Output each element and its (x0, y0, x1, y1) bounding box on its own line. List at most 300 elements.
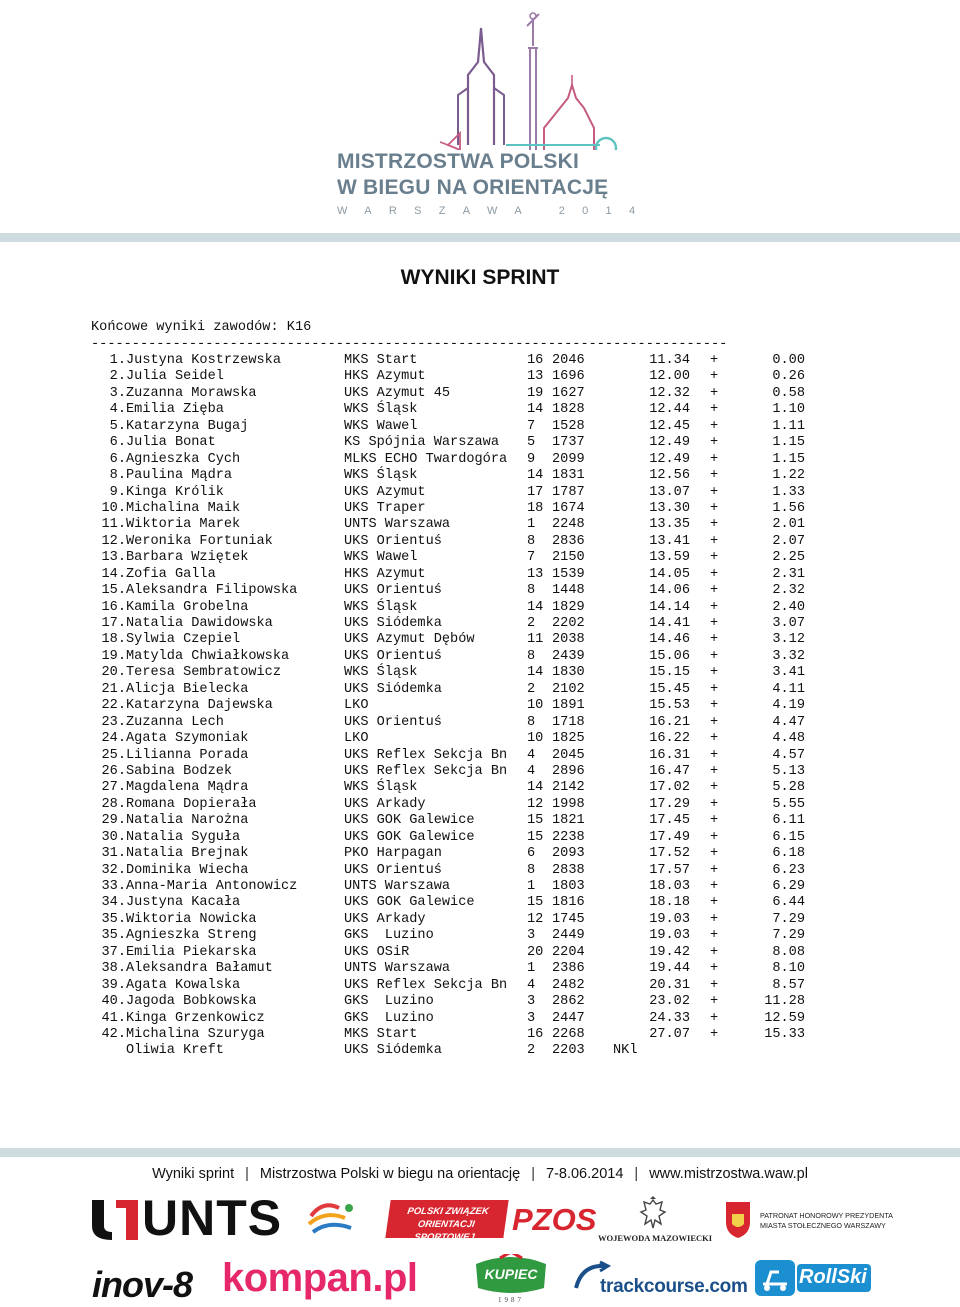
result-club-number: 10 (527, 731, 544, 747)
result-time-behind: 2.40 (772, 599, 805, 615)
warsaw-crest-icon (722, 1200, 754, 1240)
result-time: 17.57 (649, 862, 690, 878)
result-plus-sign: + (710, 484, 719, 500)
result-time-behind: 1.15 (772, 435, 805, 451)
kupiec-wordmark: KUPIEC (484, 1266, 538, 1282)
unts-logo (90, 1190, 292, 1246)
wojewoda-logo (598, 1196, 713, 1246)
result-name: Sabina Bodzek (126, 763, 233, 779)
result-club-number: 8 (527, 648, 536, 664)
result-place: 30. (101, 829, 126, 845)
result-club-number: 2 (527, 681, 536, 697)
nonclassified-row (91, 1043, 851, 1059)
result-place: 21. (101, 681, 126, 697)
result-plus-sign: + (710, 681, 719, 697)
result-plus-sign: + (710, 911, 719, 927)
result-club-number: 2 (527, 1043, 536, 1059)
result-chip-number: 2238 (552, 829, 585, 845)
result-chip-number: 2102 (552, 681, 585, 697)
result-place: 13. (101, 550, 126, 566)
result-club-number: 10 (527, 698, 544, 714)
result-chip-number: 1745 (552, 911, 585, 927)
result-place: 20. (101, 665, 126, 681)
competition-heading: Końcowe wyniki zawodów: K16 (91, 320, 312, 335)
result-name: Michalina Szuryga (126, 1026, 265, 1042)
wojewoda-label: WOJEWODA MAZOWIECKI (598, 1233, 713, 1243)
result-time: 16.22 (649, 731, 690, 747)
result-row (91, 863, 851, 879)
result-name: Lilianna Porada (126, 747, 249, 763)
result-time-behind: 1.10 (772, 402, 805, 418)
result-club: WKS Śląsk (344, 402, 418, 418)
result-chip-number: 2142 (552, 780, 585, 796)
result-time-behind: 1.15 (772, 451, 805, 467)
result-club: KS Spójnia Warszawa (344, 435, 499, 451)
result-chip-number: 2038 (552, 632, 585, 648)
result-place: 39. (101, 977, 126, 993)
result-time: 13.35 (649, 517, 690, 533)
result-plus-sign: + (710, 1010, 719, 1026)
result-time-behind: 1.11 (772, 418, 805, 434)
result-plus-sign: + (710, 369, 719, 385)
result-plus-sign: + (710, 435, 719, 451)
result-chip-number: 1787 (552, 484, 585, 500)
result-time: 12.32 (649, 385, 690, 401)
result-club-number: 9 (527, 451, 536, 467)
result-chip-number: 2896 (552, 763, 585, 779)
result-chip-number: 2093 (552, 846, 585, 862)
result-plus-sign: + (710, 731, 719, 747)
result-time-behind: 3.12 (772, 632, 805, 648)
result-chip-number: 2203 (552, 1043, 585, 1059)
result-time: 13.07 (649, 484, 690, 500)
result-chip-number: 2204 (552, 944, 585, 960)
result-plus-sign: + (710, 500, 719, 516)
result-place: 35. (101, 911, 126, 927)
footer-band (0, 1148, 960, 1157)
result-club: UKS Siódemka (344, 616, 442, 631)
result-row (91, 402, 851, 418)
result-time-behind: 7.29 (772, 928, 805, 944)
result-name: Paulina Mądra (126, 468, 233, 484)
result-place: 34. (101, 895, 126, 911)
result-plus-sign: + (710, 632, 719, 648)
footer-info (0, 1166, 960, 1182)
result-time: 15.53 (649, 698, 690, 714)
result-chip-number: 1674 (552, 500, 585, 516)
result-row (91, 501, 851, 517)
result-name: Teresa Sembratowicz (126, 665, 281, 681)
result-chip-number: 2439 (552, 648, 585, 664)
result-time-behind: 4.48 (772, 731, 805, 747)
result-club-number: 8 (527, 862, 536, 878)
trackcourse-wordmark: trackcourse.com (600, 1276, 748, 1297)
result-club-number: 3 (527, 928, 536, 944)
footer-separator: | (634, 1166, 639, 1182)
result-name: Julia Bonat (126, 435, 216, 451)
result-row (91, 715, 851, 731)
result-plus-sign: + (710, 648, 719, 664)
result-time: 14.05 (649, 566, 690, 582)
result-row (91, 583, 851, 599)
result-club: UKS Siódemka (344, 1043, 442, 1059)
result-club: UKS Orientuś (344, 583, 442, 599)
result-club-number: 1 (527, 517, 536, 533)
event-title-line2: W BIEGU NA ORIENTACJĘ (337, 176, 609, 199)
result-club: UKS OSiR (344, 944, 410, 960)
result-time: 24.33 (649, 1010, 690, 1026)
result-row (91, 846, 851, 862)
result-name: Emilia Piekarska (126, 944, 257, 960)
result-plus-sign: + (710, 747, 719, 763)
result-name: Aleksandra Filipowska (126, 583, 298, 599)
result-place: 16. (101, 599, 126, 615)
result-club: UKS Siódemka (344, 681, 442, 697)
result-chip-number: 2836 (552, 533, 585, 549)
result-club-number: 1 (527, 879, 536, 894)
result-time-behind: 2.01 (772, 517, 805, 533)
result-time: 14.46 (649, 632, 690, 648)
result-row (91, 468, 851, 484)
pzos-federation-name: POLSKI ZWIĄZEK ORIENTACJI SPORTOWEJ (385, 1200, 508, 1238)
result-club: PKO Harpagan (344, 846, 442, 862)
result-place: 14. (101, 566, 126, 582)
rollski-wordmark: RollSki (799, 1266, 867, 1288)
result-club: MKS Start (344, 1026, 418, 1042)
footer-separator: | (531, 1166, 535, 1182)
result-chip-number: 1718 (552, 714, 585, 730)
result-club-number: 8 (527, 533, 536, 549)
result-club: UKS Arkady (344, 796, 426, 812)
result-club-number: 13 (527, 566, 544, 582)
result-name: Magdalena Mądra (126, 780, 249, 796)
result-plus-sign: + (710, 385, 719, 401)
result-name: Natalia Brejnak (126, 846, 249, 862)
result-time-behind: 1.56 (772, 500, 805, 516)
result-time: 27.07 (649, 1026, 690, 1042)
result-name: Natalia Dawidowska (126, 616, 273, 631)
result-name: Alicja Bielecka (126, 681, 249, 697)
result-plus-sign: + (710, 418, 719, 434)
result-place: 17. (101, 616, 126, 631)
results-rows (91, 353, 851, 1060)
result-chip-number: 2248 (552, 517, 585, 533)
result-row (91, 1027, 851, 1043)
result-place: 23. (101, 714, 126, 730)
footer-website[interactable]: www.mistrzostwa.waw.pl (649, 1166, 808, 1182)
result-row (91, 797, 851, 813)
result-time-behind: 8.57 (772, 977, 805, 993)
result-club: WKS Wawel (344, 418, 418, 434)
result-chip-number: 1803 (552, 879, 585, 894)
result-time: 11.34 (649, 353, 690, 368)
result-place: 12. (101, 533, 126, 549)
result-place: 4. (109, 402, 126, 418)
result-row (91, 698, 851, 714)
result-name: Agata Szymoniak (126, 731, 249, 747)
result-chip-number: 1627 (552, 385, 585, 401)
result-time-behind: 7.29 (772, 911, 805, 927)
result-club-number: 4 (527, 747, 536, 763)
result-row (91, 945, 851, 961)
result-club-number: 8 (527, 583, 536, 599)
result-place: 31. (101, 846, 126, 862)
result-row (91, 485, 851, 501)
result-club-number: 14 (527, 665, 544, 681)
result-place: 37. (101, 944, 126, 960)
result-row (91, 780, 851, 796)
result-row (91, 748, 851, 764)
result-row (91, 879, 851, 895)
result-plus-sign: + (710, 813, 719, 829)
kompan-logo (222, 1256, 442, 1302)
result-row (91, 961, 851, 977)
result-time-behind: 4.11 (772, 681, 805, 697)
result-club: UKS GOK Galewice (344, 813, 475, 829)
result-club-number: 6 (527, 846, 536, 862)
result-time-behind: 4.57 (772, 747, 805, 763)
result-club-number: 17 (527, 484, 544, 500)
result-name: Matylda Chwiałkowska (126, 648, 290, 664)
result-time: 19.03 (649, 911, 690, 927)
result-chip-number: 1998 (552, 796, 585, 812)
result-place: 41. (101, 1010, 126, 1026)
result-club: UNTS Warszawa (344, 961, 451, 977)
result-name: Anna-Maria Antonowicz (126, 879, 298, 894)
result-club: UKS GOK Galewice (344, 829, 475, 845)
result-club: UKS Orientuś (344, 862, 442, 878)
result-plus-sign: + (710, 698, 719, 714)
result-place: 1. (109, 353, 126, 368)
result-time-behind: 6.29 (772, 879, 805, 894)
result-plus-sign: + (710, 468, 719, 484)
result-chip-number: 1539 (552, 566, 585, 582)
result-club-number: 12 (527, 911, 544, 927)
inov8-logo (92, 1256, 202, 1305)
result-row (91, 731, 851, 747)
result-plus-sign: + (710, 829, 719, 845)
result-time-behind: 6.44 (772, 895, 805, 911)
result-time: 17.29 (649, 796, 690, 812)
result-place: 35. (101, 928, 126, 944)
result-chip-number: 1737 (552, 435, 585, 451)
result-name: Wiktoria Nowicka (126, 911, 257, 927)
rollski-logo (755, 1258, 875, 1298)
result-club: LKO (344, 731, 369, 747)
result-time: 20.31 (649, 977, 690, 993)
result-chip-number: 2862 (552, 994, 585, 1010)
result-club: UKS Arkady (344, 911, 426, 927)
result-time: 16.21 (649, 714, 690, 730)
result-time: 14.14 (649, 599, 690, 615)
result-time-behind: 11.28 (764, 994, 805, 1010)
result-time: 19.03 (649, 928, 690, 944)
kupiec-year: 1987 (498, 1296, 524, 1304)
kompan-wordmark: kompan.pl (222, 1256, 418, 1300)
result-club: WKS Wawel (344, 550, 418, 566)
result-club-number: 12 (527, 796, 544, 812)
result-name: Agnieszka Cych (126, 451, 241, 467)
result-club: WKS Śląsk (344, 780, 418, 796)
result-row (91, 616, 851, 632)
result-name: Aleksandra Bałamut (126, 961, 273, 977)
result-plus-sign: + (710, 533, 719, 549)
result-time: 12.00 (649, 369, 690, 385)
result-row (91, 1011, 851, 1027)
result-club-number: 14 (527, 468, 544, 484)
result-club-number: 15 (527, 829, 544, 845)
result-time: 12.44 (649, 402, 690, 418)
result-place: 33. (101, 879, 126, 894)
result-club-number: 13 (527, 369, 544, 385)
result-row (91, 550, 851, 566)
pzos-logo (388, 1200, 597, 1243)
result-time-behind: 2.25 (772, 550, 805, 566)
result-club: UNTS Warszawa (344, 517, 451, 533)
result-time: 14.41 (649, 616, 690, 631)
result-place: 11. (101, 517, 126, 533)
result-time: 17.49 (649, 829, 690, 845)
result-place: 10. (101, 500, 126, 516)
result-time: 15.15 (649, 665, 690, 681)
result-status: NKl (613, 1043, 638, 1059)
result-name: Sylwia Czepiel (126, 632, 241, 648)
result-time: 12.49 (649, 435, 690, 451)
result-chip-number: 2099 (552, 451, 585, 467)
unts-wordmark: UNTS (142, 1190, 283, 1246)
result-place: 28. (101, 796, 126, 812)
result-plus-sign: + (710, 566, 719, 582)
result-club: WKS Śląsk (344, 599, 418, 615)
result-club-number: 15 (527, 895, 544, 911)
result-place: 6. (109, 451, 126, 467)
result-plus-sign: + (710, 599, 719, 615)
result-time: 13.41 (649, 533, 690, 549)
result-place: 25. (101, 747, 126, 763)
result-club: UNTS Warszawa (344, 879, 451, 894)
result-time-behind: 12.59 (764, 1010, 805, 1026)
result-club-number: 5 (527, 435, 536, 451)
result-plus-sign: + (710, 402, 719, 418)
result-club-number: 3 (527, 994, 536, 1010)
result-place: 19. (101, 648, 126, 664)
result-name: Dominika Wiecha (126, 862, 249, 878)
result-row (91, 813, 851, 829)
result-time-behind: 2.31 (772, 566, 805, 582)
result-place: 40. (101, 994, 126, 1010)
result-club-number: 1 (527, 961, 536, 977)
result-club-number: 18 (527, 500, 544, 516)
page-title: WYNIKI SPRINT (400, 266, 560, 289)
result-time: 15.06 (649, 648, 690, 664)
result-time: 17.02 (649, 780, 690, 796)
result-club: HKS Azymut (344, 369, 426, 385)
footer-title: Wyniki sprint (152, 1166, 235, 1182)
result-row (91, 895, 851, 911)
result-time-behind: 4.47 (772, 714, 805, 730)
result-plus-sign: + (710, 796, 719, 812)
result-name: Agnieszka Streng (126, 928, 257, 944)
result-time: 13.30 (649, 500, 690, 516)
result-club-number: 2 (527, 616, 536, 631)
result-chip-number: 2386 (552, 961, 585, 977)
result-club: UKS Azymut Dębów (344, 632, 475, 648)
unts-mark-icon (90, 1196, 140, 1244)
result-club: UKS Azymut (344, 484, 426, 500)
result-club: MLKS ECHO Twardogóra (344, 451, 508, 467)
inov8-wordmark: inov-8 (92, 1264, 193, 1305)
result-name: Emilia Zięba (126, 402, 224, 418)
result-row (91, 600, 851, 616)
result-chip-number: 1825 (552, 731, 585, 747)
result-place: 32. (101, 862, 126, 878)
result-place: 2. (109, 369, 126, 385)
result-plus-sign: + (710, 994, 719, 1010)
sport-program-logo-icon (305, 1198, 365, 1242)
result-time-behind: 5.55 (772, 796, 805, 812)
results-list (91, 320, 851, 1060)
result-time: 16.47 (649, 763, 690, 779)
result-place: 22. (101, 698, 126, 714)
result-time: 19.44 (649, 961, 690, 977)
result-name: Michalina Maik (126, 500, 241, 516)
result-time: 18.18 (649, 895, 690, 911)
result-chip-number: 2482 (552, 977, 585, 993)
result-plus-sign: + (710, 928, 719, 944)
result-club-number: 14 (527, 599, 544, 615)
result-row (91, 517, 851, 533)
result-name: Kinga Grzenkowicz (126, 1010, 265, 1026)
championship-logo-art (330, 0, 630, 150)
result-row (91, 928, 851, 944)
result-plus-sign: + (710, 862, 719, 878)
result-chip-number: 1816 (552, 895, 585, 911)
result-time: 12.49 (649, 451, 690, 467)
separator-line: ------------------------------------------------------------------------------ (91, 336, 728, 352)
result-chip-number: 2045 (552, 747, 585, 763)
result-name: Natalia Syguła (126, 829, 241, 845)
result-chip-number: 2202 (552, 616, 585, 631)
result-club: GKS Luzino (344, 928, 434, 944)
result-name: Natalia Narożna (126, 813, 249, 829)
result-plus-sign: + (710, 583, 719, 599)
patron-label: PATRONAT HONOROWY PREZYDENTA MIASTA STOŁECZNEGO WARSZAWY (760, 1211, 893, 1230)
result-row (91, 682, 851, 698)
result-row (91, 534, 851, 550)
result-time-behind: 0.26 (772, 369, 805, 385)
result-row (91, 353, 851, 369)
result-chip-number: 1528 (552, 418, 585, 434)
result-row (91, 632, 851, 648)
result-chip-number: 2447 (552, 1010, 585, 1026)
result-plus-sign: + (710, 550, 719, 566)
result-chip-number: 1696 (552, 369, 585, 385)
result-club-number: 16 (527, 1026, 544, 1042)
result-club: WKS Śląsk (344, 665, 418, 681)
result-plus-sign: + (710, 616, 719, 631)
result-club-number: 3 (527, 1010, 536, 1026)
result-club-number: 4 (527, 977, 536, 993)
result-plus-sign: + (710, 1026, 719, 1042)
trackcourse-logo (572, 1258, 748, 1302)
result-chip-number: 1891 (552, 698, 585, 714)
result-time-behind: 1.33 (772, 484, 805, 500)
result-name: Romana Dopierała (126, 796, 257, 812)
result-plus-sign: + (710, 780, 719, 796)
result-name: Barbara Wziętek (126, 550, 249, 566)
result-name: Zuzanna Lech (126, 714, 224, 730)
result-plus-sign: + (710, 763, 719, 779)
